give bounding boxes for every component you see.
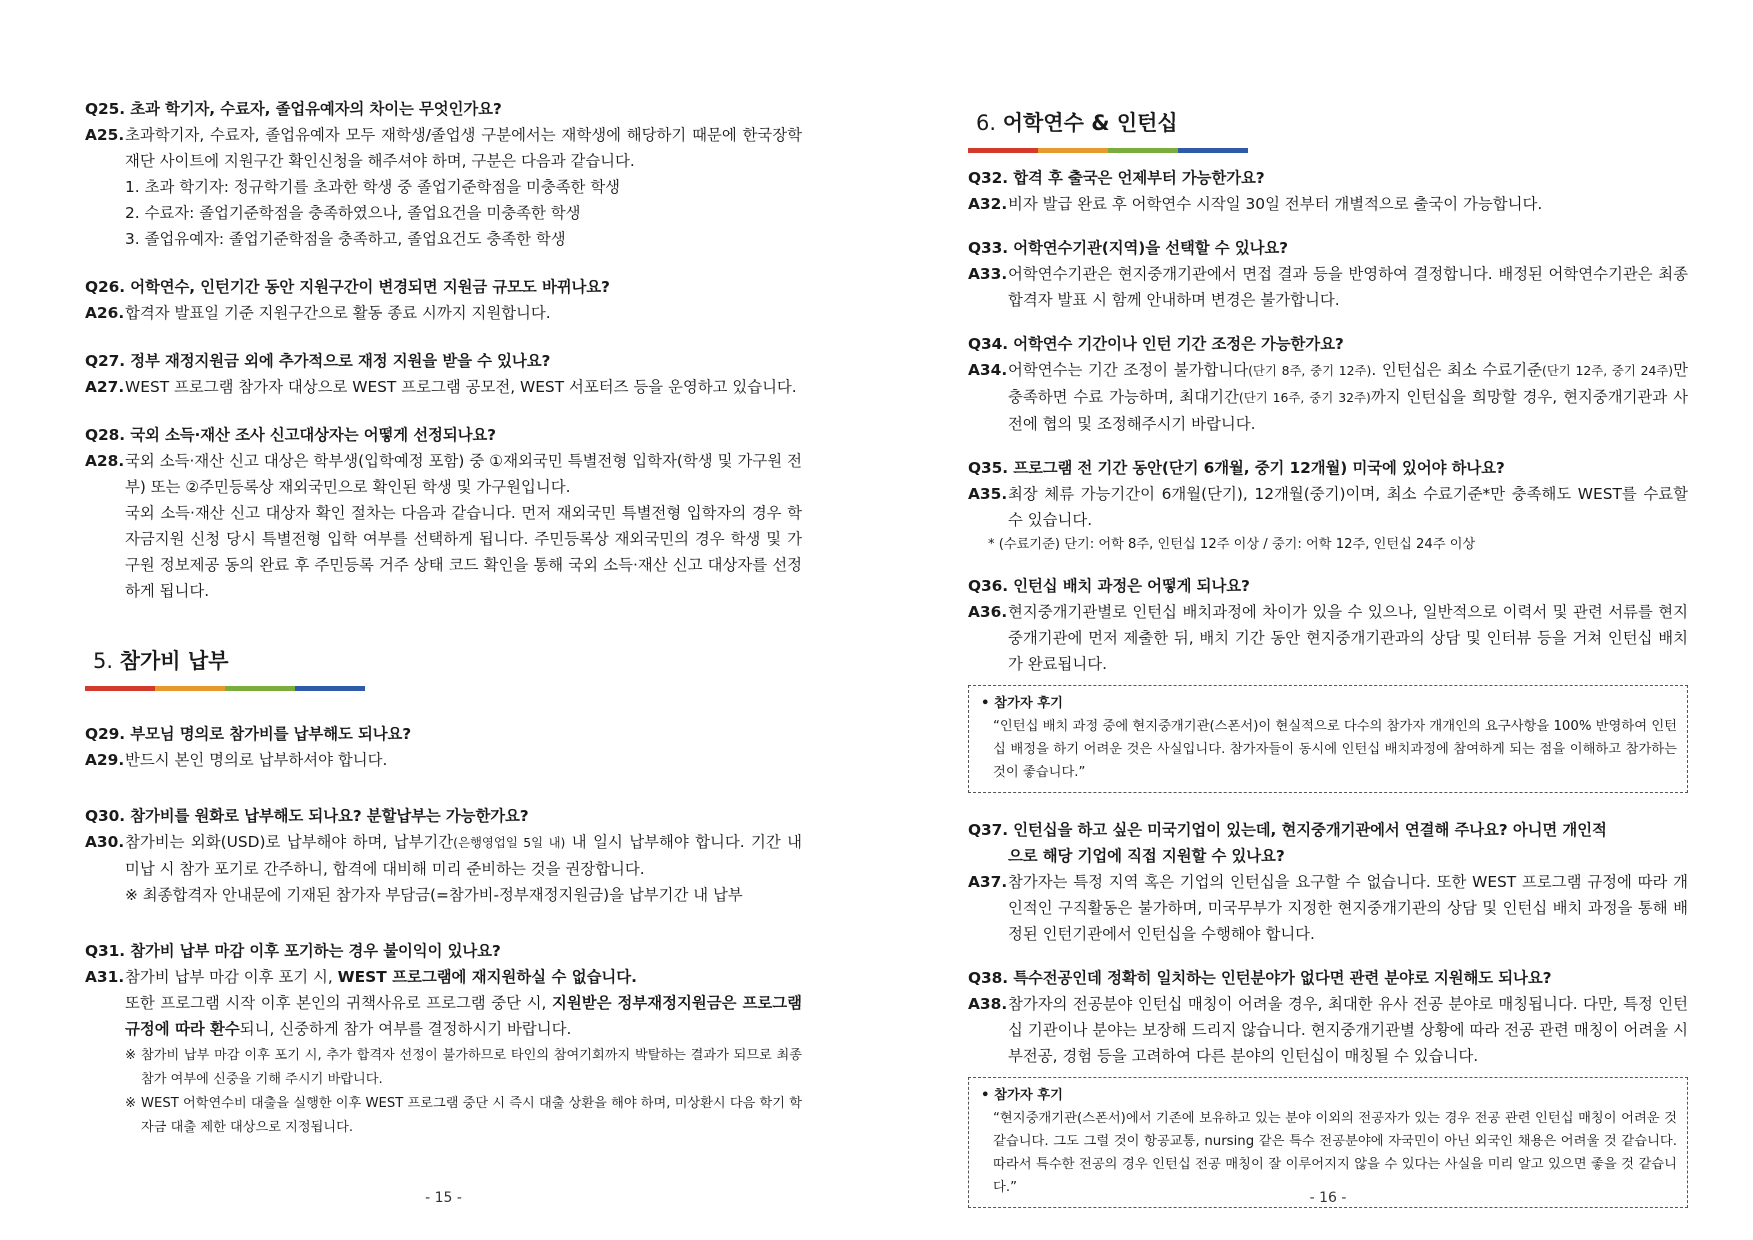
rainbow-underline	[968, 148, 1248, 153]
section-5-header	[85, 646, 802, 691]
answer-text: 합격자 발표일 기준 지원구간으로 활동 종료 시까지 지원합니다.	[125, 304, 551, 322]
question-33: Q33. 어학연수기관(지역)을 선택할 수 있나요?	[968, 239, 1288, 257]
question-35: Q35. 프로그램 전 기간 동안(단기 6개월, 중기 12개월) 미국에 있어야 하나요?	[968, 459, 1505, 477]
answer-text: 어학연수는 기간 조정이 불가합니다(단기 8주, 중기 12주). 인턴십은 최소 수료기준(단기 12주, 중기 24주)만 충족하면 수료 가능하며, 최대기간(단기 16주, 중기 32주)까지 인턴십을 희망할 경우, 현지중개기관과 사전에 협의 및 조정해주시기 바랍니다.	[1008, 361, 1689, 433]
answer-paragraph: 국외 소득·재산 신고 대상은 학부생(입학예정 포함) 중 ①재외국민 특별전형 입학자(학생 및 가구원 전부) 또는 ②주민등록상 재외국민으로 확인된 학생 및 가구원입니다.	[125, 452, 802, 496]
answer-note: * (수료기준) 단기: 어학 8주, 인턴십 12주 이상 / 중기: 어학 12주, 인턴십 24주 이상	[988, 537, 1476, 552]
section-title	[968, 108, 1688, 138]
section-name: 어학연수 & 인턴십	[1002, 111, 1178, 135]
qa-38	[968, 965, 1688, 1069]
review-text: “인턴십 배치 과정 중에 현지중개기관(스폰서)이 현실적으로 다수의 참가자 개개인의 요구사항을 100% 반영하여 인턴십 배정을 하기 어려운 것은 사실입니다. 참가자들이 동시에 인턴십 배치과정에 참여하게 되는 점을 이해하고 참가하는 것이 좋습니다.”	[993, 719, 1678, 780]
section-number: 6.	[976, 111, 997, 135]
answer-label: A34.	[968, 361, 1008, 379]
question-30: Q30. 참가비를 원화로 납부해도 되나요? 분할납부는 가능한가요?	[85, 807, 529, 825]
answer-text: 참가자는 특정 지역 혹은 기업의 인턴십을 요구할 수 없습니다. 또한 WEST 프로그램 규정에 따라 개인적인 구직활동은 불가하며, 미국무부가 지정한 현지중개기관의 상담 및 인턴십 배치 과정을 통해 배정된 인턴기관에서 인턴십을 수행해야 합니다.	[1008, 873, 1688, 943]
answer-27	[85, 374, 802, 400]
answer-label: A31.	[85, 968, 125, 986]
answer-text: 어학연수기관은 현지중개기관에서 면접 결과 등을 반영하여 결정합니다. 배정된 어학연수기관은 최종합격자 발표 시 함께 안내하며 변경은 불가합니다.	[1008, 265, 1688, 309]
qa-32	[968, 165, 1688, 217]
list-item: 1. 초과 학기자: 정규학기를 초과한 학생 중 졸업기준학점을 미충족한 학생	[125, 178, 621, 196]
page-15	[85, 0, 802, 1240]
answer-28	[85, 448, 802, 604]
page-number: - 16 -	[1309, 1190, 1347, 1206]
answer-29	[85, 747, 802, 773]
qa-30	[85, 803, 802, 908]
answer-38	[968, 991, 1688, 1069]
answer-text: 또한 프로그램 시작 이후 본인의 귀책사유로 프로그램 중단 시, 지원받은 정부재정지원금은 프로그램 규정에 따라 환수되니, 신중하게 참가 여부를 결정하시기 바랍니다.	[125, 994, 802, 1038]
answer-37	[968, 869, 1688, 947]
question-31: Q31. 참가비 납부 마감 이후 포기하는 경우 불이익이 있나요?	[85, 942, 501, 960]
review-title: • 참가자 후기	[981, 1088, 1063, 1103]
list-item: 3. 졸업유예자: 졸업기준학점을 충족하고, 졸업요건도 충족한 학생	[125, 230, 566, 248]
answer-25	[85, 122, 802, 252]
section-name: 참가비 납부	[119, 649, 229, 673]
section-number: 5.	[93, 649, 114, 673]
review-title: • 참가자 후기	[981, 696, 1063, 711]
answer-label: A38.	[968, 995, 1008, 1013]
rainbow-underline	[85, 686, 365, 691]
question-25: Q25. 초과 학기자, 수료자, 졸업유예자의 차이는 무엇인가요?	[85, 100, 502, 118]
answer-36	[968, 599, 1688, 677]
answer-35	[968, 481, 1688, 533]
question-29: Q29. 부모님 명의로 참가비를 납부해도 되나요?	[85, 725, 412, 743]
question-27: Q27. 정부 재정지원금 외에 추가적으로 재정 지원을 받을 수 있나요?	[85, 352, 551, 370]
qa-26	[85, 274, 802, 326]
list-item: 2. 수료자: 졸업기준학점을 충족하였으나, 졸업요건을 미충족한 학생	[125, 204, 581, 222]
answer-note: ※ 참가비 납부 마감 이후 포기 시, 추가 합격자 선정이 불가하므로 타인의 참여기회까지 박탈하는 결과가 되므로 최종 참가 여부에 신중을 기해 주시기 바랍니다.	[125, 1048, 802, 1087]
question-37: Q37. 인턴십을 하고 싶은 미국기업이 있는데, 현지중개기관에서 연결해 주나요? 아니면 개인적	[968, 821, 1607, 839]
qa-31	[85, 938, 802, 1140]
qa-28	[85, 422, 802, 604]
answer-text: 참가비는 외화(USD)로 납부해야 하며, 납부기간(은행영업일 5일 내) 내 일시 납부해야 합니다. 기간 내 미납 시 참가 포기로 간주하니, 합격에 대비해 미리 준비하는 것을 권장합니다.	[125, 833, 802, 878]
page-16	[968, 0, 1688, 1240]
answer-33	[968, 261, 1688, 313]
answer-30	[85, 829, 802, 908]
answer-label: A25.	[85, 126, 125, 144]
answer-label: A32.	[968, 195, 1008, 213]
answer-paragraph: 국외 소득·재산 신고 대상자 확인 절차는 다음과 같습니다. 먼저 재외국민 특별전형 입학자의 경우 학자금지원 신청 당시 특별전형 입학 여부를 선택하게 됩니다. 주민등록상 재외국민의 경우 학생 및 가구원 정보제공 동의 완료 후 주민등록 거주 상태 코드 확인을 통해 국외 소득·재산 신고 대상자를 선정하게 됩니다.	[125, 504, 802, 600]
qa-27	[85, 348, 802, 400]
answer-text: 최장 체류 가능기간이 6개월(단기), 12개월(중기)이며, 최소 수료기준*만 충족해도 WEST를 수료할 수 있습니다.	[1008, 485, 1688, 529]
answer-label: A30.	[85, 833, 125, 851]
answer-label: A37.	[968, 873, 1008, 891]
answer-label: A33.	[968, 265, 1008, 283]
qa-36	[968, 573, 1688, 677]
answer-text: 초과학기자, 수료자, 졸업유예자 모두 재학생/졸업생 구분에서는 재학생에 해당하기 때문에 한국장학재단 사이트에 지원구간 확인신청을 해주셔야 하며, 구분은 다음과 같습니다.	[125, 126, 802, 170]
page-16-content	[968, 108, 1688, 1232]
answer-text: 참가비 납부 마감 이후 포기 시, WEST 프로그램에 재지원하실 수 없습니다.	[125, 968, 638, 986]
answer-note: ※ WEST 어학연수비 대출을 실행한 이후 WEST 프로그램 중단 시 즉시 대출 상환을 해야 하며, 미상환시 다음 학기 학자금 대출 제한 대상으로 지정됩니다.	[125, 1096, 802, 1135]
participant-review-box	[968, 685, 1688, 793]
answer-label: A36.	[968, 603, 1008, 621]
question-32: Q32. 합격 후 출국은 언제부터 가능한가요?	[968, 169, 1265, 187]
answer-note: ※ 최종합격자 안내문에 기재된 참가자 부담금(=참가비-정부재정지원금)을 납부기간 내 납부	[125, 886, 743, 904]
page-15-content	[85, 96, 802, 1162]
answer-31	[85, 964, 802, 1140]
answer-34	[968, 357, 1688, 437]
page-number: - 15 -	[425, 1190, 462, 1206]
qa-34	[968, 331, 1688, 437]
answer-text: WEST 프로그램 참가자 대상으로 WEST 프로그램 공모전, WEST 서포터즈 등을 운영하고 있습니다.	[125, 378, 797, 396]
answer-label: A26.	[85, 304, 125, 322]
qa-29	[85, 721, 802, 773]
answer-text: 비자 발급 완료 후 어학연수 시작일 30일 전부터 개별적으로 출국이 가능합니다.	[1008, 195, 1543, 213]
section-6-header	[968, 108, 1688, 153]
question-26: Q26. 어학연수, 인턴기간 동안 지원구간이 변경되면 지원금 규모도 바뀌나요?	[85, 278, 610, 296]
answer-label: A27.	[85, 378, 125, 396]
answer-label: A35.	[968, 485, 1008, 503]
answer-text: 반드시 본인 명의로 납부하셔야 합니다.	[125, 751, 388, 769]
answer-32	[968, 191, 1688, 217]
qa-37	[968, 817, 1688, 947]
review-text: “현지중개기관(스폰서)에서 기존에 보유하고 있는 분야 이외의 전공자가 있는 경우 전공 관련 인턴십 매칭이 어려운 것 같습니다. 그도 그럴 것이 항공교통, nursing 같은 특수 전공분야에 자국민이 아닌 외국인 채용은 어려울 것 같습니다. 따라서 특수한 전공의 경우 인턴십 전공 매칭이 잘 이루어지지 않을 수 있다는 사실을 미리 알고 있으면 좋을 것 같습니다.”	[993, 1111, 1677, 1195]
answer-26	[85, 300, 802, 326]
question-34: Q34. 어학연수 기간이나 인턴 기간 조정은 가능한가요?	[968, 335, 1344, 353]
answer-label: A29.	[85, 751, 125, 769]
question-36: Q36. 인턴십 배치 과정은 어떻게 되나요?	[968, 577, 1250, 595]
answer-text: 참가자의 전공분야 인턴십 매칭이 어려울 경우, 최대한 유사 전공 분야로 매칭됩니다. 다만, 특정 인턴십 기관이나 분야는 보장해 드리지 않습니다. 현지중개기관별 상황에 따라 전공 관련 매칭이 어려울 시 부전공, 경험 등을 고려하여 다른 분야의 인턴십이 매칭될 수 있습니다.	[1008, 995, 1688, 1065]
question-37-cont: 으로 해당 기업에 직접 지원할 수 있나요?	[1008, 847, 1285, 865]
answer-text: 현지중개기관별로 인턴십 배치과정에 차이가 있을 수 있으나, 일반적으로 이력서 및 관련 서류를 현지중개기관에 먼저 제출한 뒤, 배치 기간 동안 현지중개기관과의 상담 및 인터뷰 등을 거쳐 인턴십 배치가 완료됩니다.	[1008, 603, 1688, 673]
qa-35	[968, 455, 1688, 557]
answer-label: A28.	[85, 452, 125, 470]
qa-33	[968, 235, 1688, 313]
question-38: Q38. 특수전공인데 정확히 일치하는 인턴분야가 없다면 관련 분야로 지원해도 되나요?	[968, 969, 1552, 987]
participant-review-box	[968, 1077, 1688, 1208]
question-28: Q28. 국외 소득·재산 조사 신고대상자는 어떻게 선정되나요?	[85, 426, 496, 444]
qa-25	[85, 96, 802, 252]
section-title	[85, 646, 802, 676]
